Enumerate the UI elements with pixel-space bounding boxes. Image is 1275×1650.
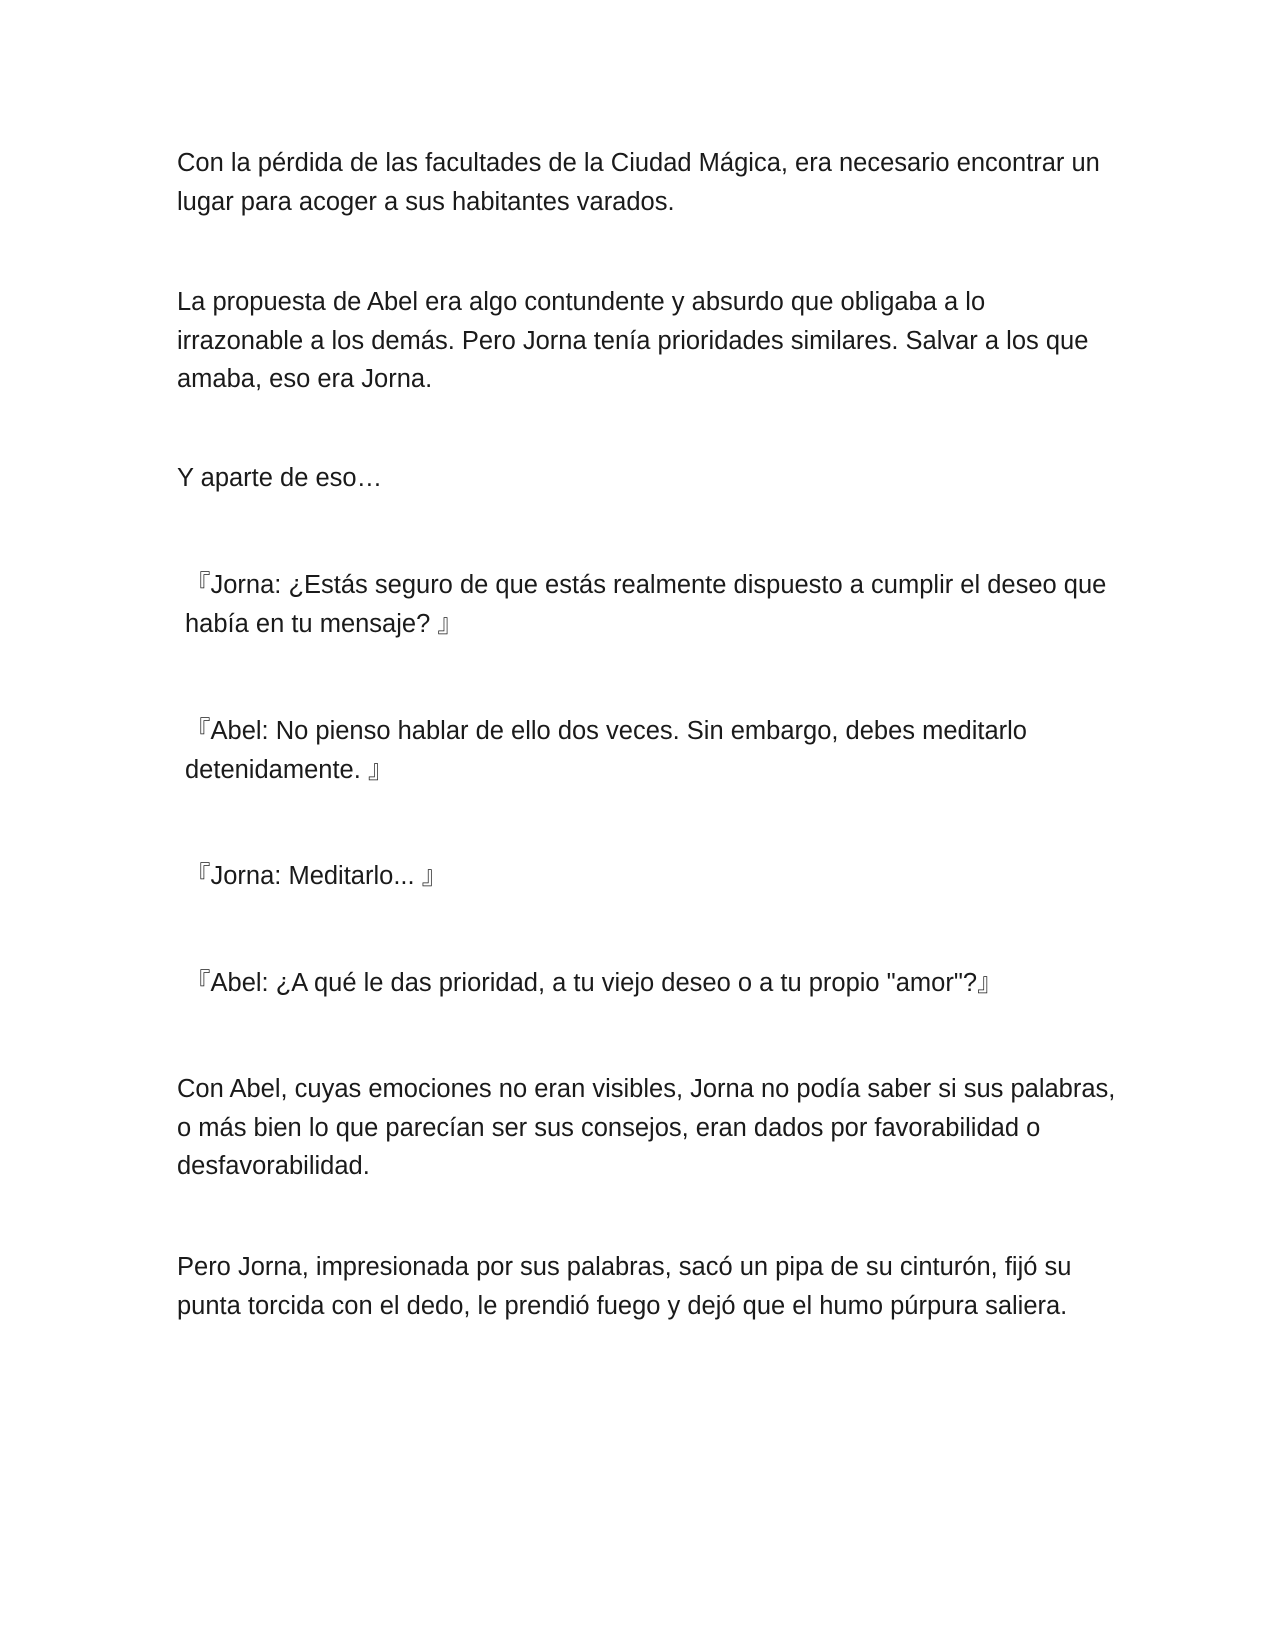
- paragraph-abel-emotions: Con Abel, cuyas emociones no eran visibles, Jorna no podía saber si sus palabras, o más bien lo que parecían ser sus consejos, eran dados por favorabilidad o desfavorabilidad.: [177, 1075, 1116, 1180]
- dialogue-abel-reply: 『Abel: No pienso hablar de ello dos veces. Sin embargo, debes meditarlo detenidamente. 』: [185, 717, 1027, 784]
- dialogue-abel-priority: 『Abel: ¿A qué le das prioridad, a tu viejo deseo o a tu propio "amor"?』: [185, 969, 1003, 997]
- dialogue-jorna-question: 『Jorna: ¿Estás seguro de que estás realmente dispuesto a cumplir el deseo que había en tu mensaje? 』: [185, 571, 1107, 638]
- paragraph-lost-faculties: Con la pérdida de las facultades de la Ciudad Mágica, era necesario encontrar un lugar para acoger a sus habitantes varados.: [177, 149, 1100, 216]
- paragraph-jorna-pipe: Pero Jorna, impresionada por sus palabras, sacó un pipa de su cinturón, fijó su punta torcida con el dedo, le prendió fuego y dejó que el humo púrpura saliera.: [177, 1253, 1072, 1320]
- paragraph-aside: Y aparte de eso…: [177, 464, 383, 492]
- dialogue-jorna-meditate: 『Jorna: Meditarlo... 』: [185, 862, 448, 890]
- paragraph-abel-proposal: La propuesta de Abel era algo contundente y absurdo que obligaba a lo irrazonable a los demás. Pero Jorna tenía prioridades similares. Salvar a los que amaba, eso era Jorna.: [177, 288, 1089, 393]
